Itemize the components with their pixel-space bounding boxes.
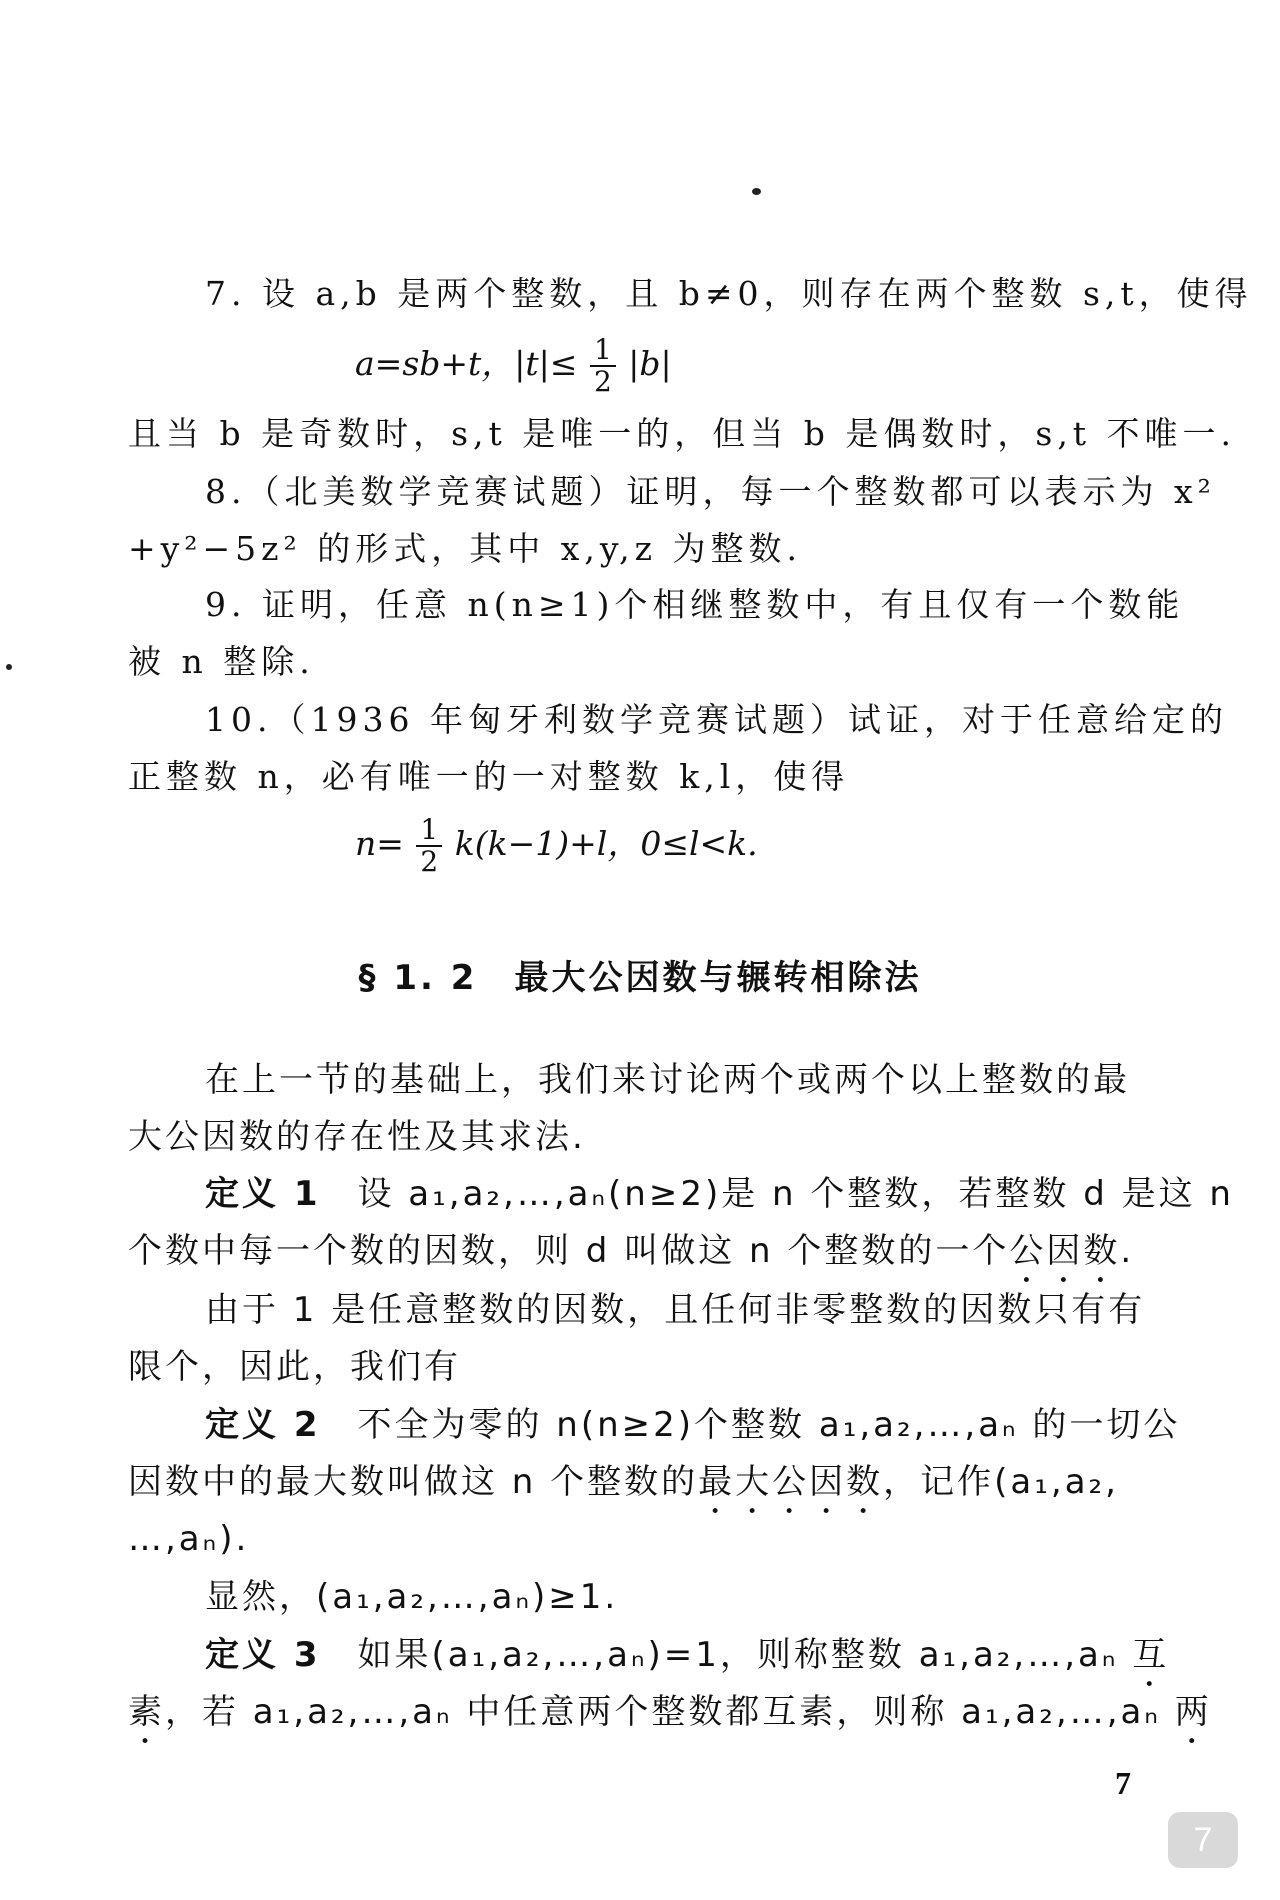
definition-1-line-1 (205, 1172, 1255, 1216)
definition-2-line-1 (205, 1403, 1255, 1447)
exercise-10-line-2: 正整数 n，必有唯一的一对整数 k,l，使得 (128, 757, 850, 796)
formula-right: |b| (628, 344, 672, 383)
exercise-7-formula (355, 335, 672, 397)
remark-line-2: 限个，因此，我们有 (128, 1347, 461, 1387)
formula-left: a=sb+t，|t|≤ (355, 344, 578, 383)
definition-text: 个数中每一个数的因数，则 d 叫做这 n 个整数的一个 (128, 1231, 1010, 1271)
page-indicator-badge[interactable]: 7 (1168, 1812, 1238, 1868)
definition-2-line-2 (128, 1460, 1178, 1522)
definition-text: 如果(a₁,a₂,…,aₙ)=1，则称整数 a₁,a₂,…,aₙ (320, 1635, 1133, 1675)
exercise-7-line-2: 且当 b 是奇数时，s,t 是唯一的，但当 b 是偶数时，s,t 不唯一. (128, 414, 1237, 453)
defined-term: 两 (1174, 1692, 1212, 1732)
fraction-numerator: 1 (416, 815, 442, 847)
formula-left: n= (355, 824, 404, 863)
definition-text: . (1120, 1231, 1135, 1271)
definition-text: 不全为零的 n(n≥2)个整数 a₁,a₂,…,aₙ 的一切公 (320, 1405, 1181, 1445)
definition-text: 设 a₁,a₂,…,aₙ(n≥2)是 n 个整数，若整数 d 是这 n (320, 1174, 1234, 1214)
definition-2-line-3: …,aₙ). (128, 1519, 250, 1559)
definition-label: 定义 2 (205, 1405, 321, 1445)
defined-term: 互 (1132, 1635, 1170, 1675)
fraction-denominator: 2 (420, 845, 439, 878)
definition-label: 定义 3 (205, 1635, 321, 1675)
definition-3-line-1 (205, 1633, 1255, 1695)
defined-term: 素 (128, 1692, 165, 1732)
section-title: § 1. 2 最大公因数与辗转相除法 (358, 958, 922, 998)
fraction (416, 815, 442, 877)
defined-term: 公因数 (1009, 1231, 1121, 1271)
scan-speck (752, 188, 761, 195)
definition-1-line-2 (128, 1229, 1178, 1291)
fraction-denominator: 2 (593, 365, 612, 398)
fraction (590, 335, 616, 397)
exercise-7-line-1: 7. 设 a,b 是两个整数，且 b≠0，则存在两个整数 s,t，使得 (205, 274, 1253, 313)
defined-term: 最大公因数 (698, 1462, 884, 1502)
exercise-10-formula (355, 815, 758, 877)
scan-speck (6, 664, 12, 670)
definition-text: ，记作(a₁,a₂, (883, 1462, 1119, 1502)
exercise-8-line-2: +y²−5z² 的形式，其中 x,y,z 为整数. (128, 529, 802, 568)
obvious-line: 显然，(a₁,a₂,…,aₙ)≥1. (205, 1577, 619, 1617)
page-number: 7 (1115, 1765, 1131, 1801)
definition-label: 定义 1 (205, 1174, 321, 1214)
exercise-8-line-1: 8.（北美数学竞赛试题）证明，每一个整数都可以表示为 x² (205, 472, 1216, 511)
exercise-9-line-2: 被 n 整除. (128, 642, 315, 681)
fraction-numerator: 1 (590, 335, 616, 367)
exercise-10-line-1: 10.（1936 年匈牙利数学竞赛试题）试证，对于任意给定的 (205, 700, 1228, 739)
definition-text: ，若 a₁,a₂,…,aₙ 中任意两个整数都互素，则称 a₁,a₂,…,aₙ (165, 1692, 1175, 1732)
intro-line-1: 在上一节的基础上，我们来讨论两个或两个以上整数的最 (205, 1060, 1130, 1100)
intro-line-2: 大公因数的存在性及其求法. (128, 1117, 586, 1157)
formula-right: k(k−1)+l，0≤l<k. (454, 824, 758, 863)
definition-3-line-2 (128, 1690, 1212, 1752)
definition-text: 因数中的最大数叫做这 n 个整数的 (128, 1462, 699, 1502)
remark-line-1: 由于 1 是任意整数的因数，且任何非零整数的因数只有有 (205, 1290, 1146, 1330)
exercise-9-line-1: 9. 证明，任意 n(n≥1)个相继整数中，有且仅有一个数能 (205, 585, 1185, 624)
